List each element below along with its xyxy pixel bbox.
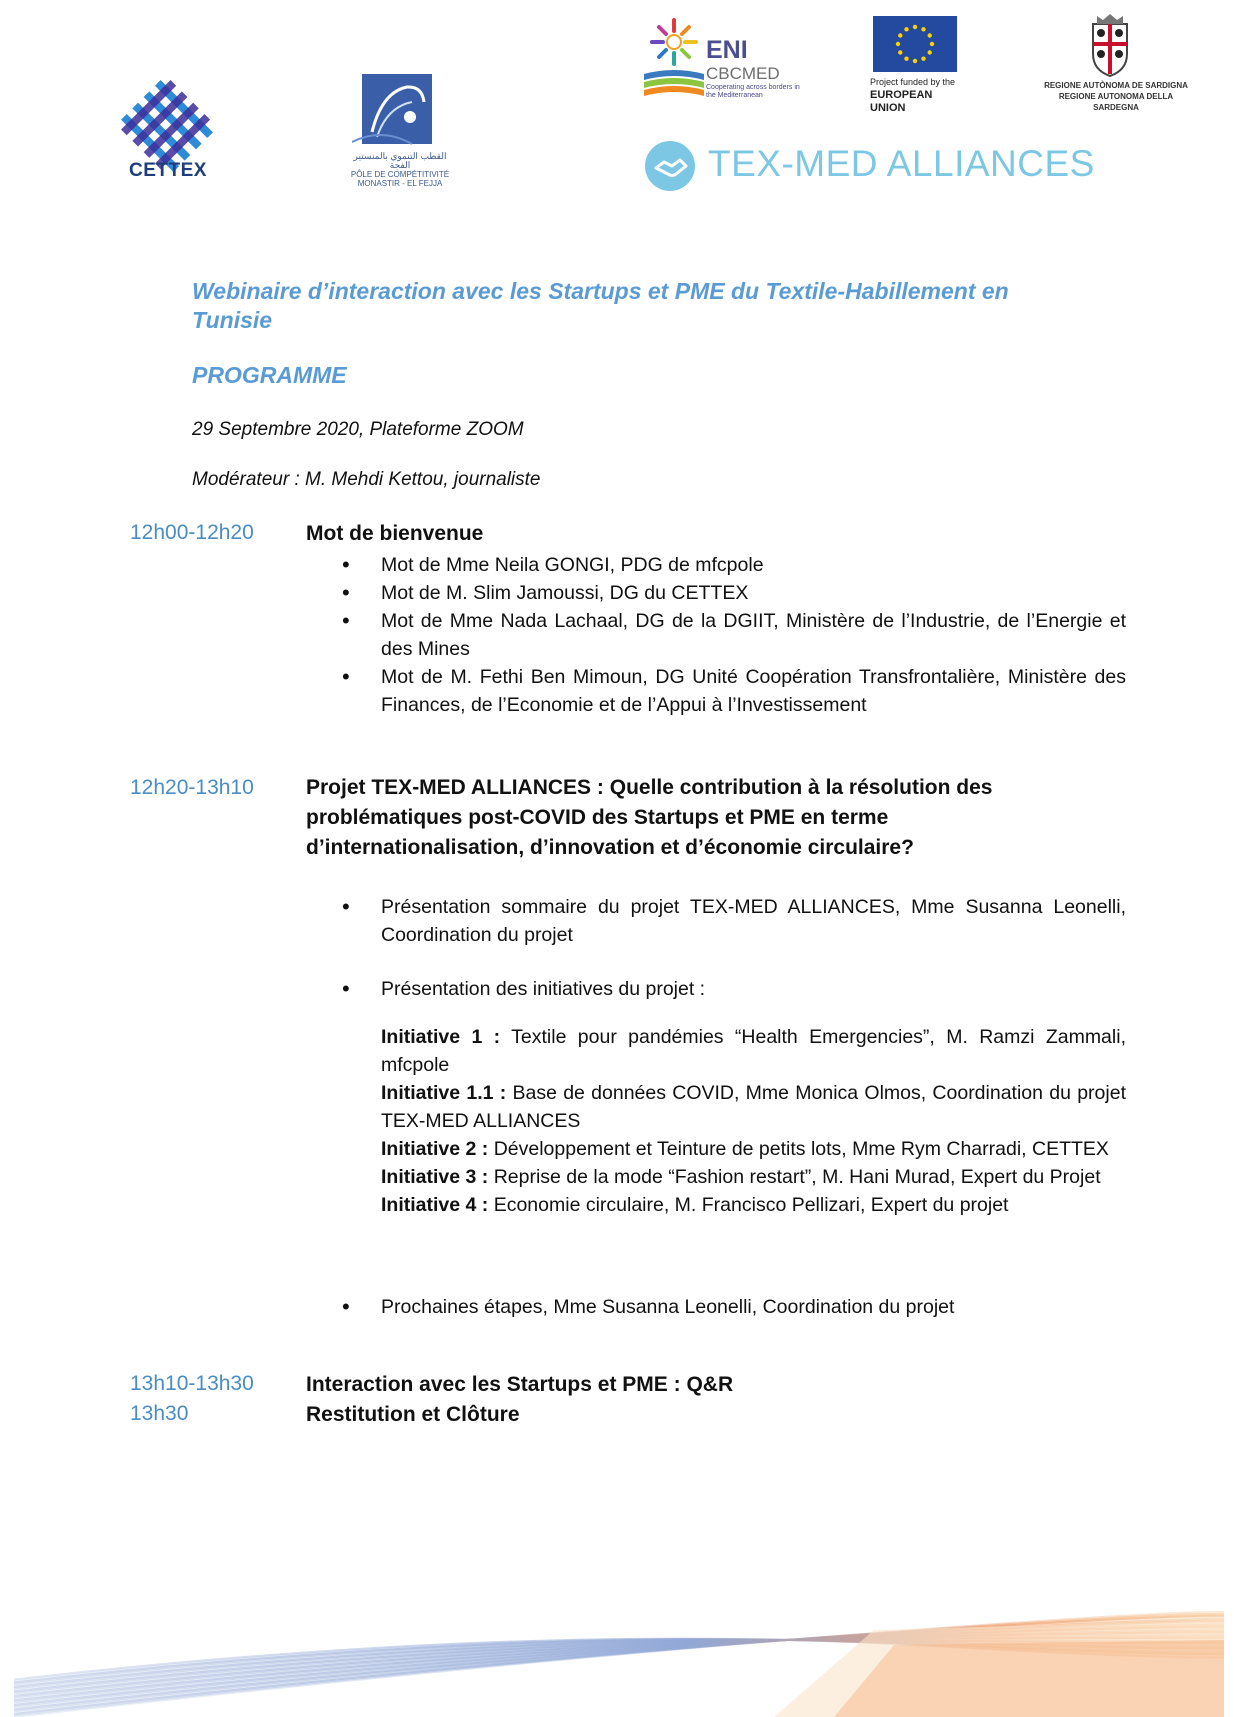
mfcpole-caption-fr: PÔLE DE COMPÉTITIVITÉ MONASTIR - EL FEJJA: [350, 170, 450, 188]
initiative-label: Initiative 4 :: [381, 1194, 489, 1216]
eu-star-icon: [898, 50, 902, 54]
initiative-item: [381, 1163, 1126, 1191]
initiative-label: Initiative 2 :: [381, 1138, 489, 1160]
programme-heading: PROGRAMME: [192, 362, 347, 388]
initiative-text: Textile pour pandémies “Health Emergencies”, M. Ramzi Zammali, mfcpole: [381, 1026, 1126, 1076]
initiative-text: Base de données COVID, Mme Monica Olmos, Coordination du projet TEX-MED ALLIANCES: [381, 1082, 1126, 1132]
eu-star-icon: [928, 33, 932, 37]
list-item: • Mot de Mme Nada Lachaal, DG de la DGIIT, Ministère de l’Industrie, de l’Energie et des Mines: [306, 607, 1126, 663]
session-4-heading: Restitution et Clôture: [306, 1403, 520, 1426]
session-2-heading: Projet TEX-MED ALLIANCES : Quelle contribution à la résolution des problématiques post-COVID des Startups et PME en terme d’internationalisation, d’innovation et d’économie circulaire?: [306, 776, 993, 859]
eu-funding-line2: EUROPEAN UNION: [870, 89, 933, 114]
sardinia-crest-icon: [1083, 14, 1137, 78]
mfcpole-caption-ar: القطب التنموي بالمنستير الفجة: [353, 151, 447, 170]
sardinia-line1: REGIONE AUTÒNOMA DE SARDIGNA: [1044, 81, 1188, 90]
session-2-time: 12h20-13h10: [130, 776, 254, 799]
session-2-item-1: [306, 893, 1126, 949]
eu-funding-line1: Project funded by the: [870, 77, 956, 87]
eu-star-icon: [904, 57, 908, 61]
initiative-item: [381, 1191, 1126, 1219]
eni-name: ENI: [706, 36, 748, 64]
initiative-label: Initiative 1.1 :: [381, 1082, 507, 1104]
session-1-time: 12h00-12h20: [130, 521, 254, 544]
cettex-name: CETTEX: [129, 160, 207, 181]
session-2-item-2: [306, 975, 1126, 1003]
eni-subtitle: CBCMED: [706, 64, 780, 83]
initiatives-list: [381, 1023, 1126, 1219]
list-item: • Présentation sommaire du projet TEX-MED ALLIANCES, Mme Susanna Leonelli, Coordination du projet: [306, 893, 1126, 949]
eu-star-icon: [921, 27, 925, 31]
eni-waves-icon: [644, 68, 704, 100]
eu-star-icon: [928, 50, 932, 54]
eu-star-icon: [913, 59, 917, 63]
initiative-item: [381, 1023, 1126, 1079]
session-3-time: 13h10-13h30: [130, 1372, 254, 1395]
eu-star-icon: [921, 57, 925, 61]
mfcpole-logo-icon: [352, 72, 442, 152]
initiative-item: [381, 1135, 1126, 1163]
eu-star-icon: [913, 25, 917, 29]
eu-star-icon: [930, 42, 934, 46]
mfcpole-caption: [350, 152, 450, 188]
list-item: • Mot de M. Fethi Ben Mimoun, DG Unité Coopération Transfrontalière, Ministère des Finances, de l’Economie et de l’Appui à l’Investissement: [306, 663, 1126, 719]
session-1-list: [306, 551, 1126, 719]
eu-funding-text: [870, 76, 970, 115]
session-2-item-3: [306, 1293, 1126, 1321]
initiative-label: Initiative 1 :: [381, 1026, 501, 1048]
list-item: • Prochaines étapes, Mme Susanna Leonelli, Coordination du projet: [306, 1293, 1126, 1321]
handshake-icon: [644, 140, 696, 192]
eu-star-icon: [898, 33, 902, 37]
list-item: • Présentation des initiatives du projet :: [306, 975, 1126, 1003]
moderator-line: Modérateur : M. Mehdi Kettou, journaliste: [192, 469, 541, 490]
sardinia-line2: REGIONE AUTONOMA DELLA SARDEGNA: [1058, 92, 1174, 112]
page-title: Webinaire d’interaction avec les Startups et PME du Textile-Habillement en Tunisie: [192, 278, 1009, 333]
eu-star-icon: [904, 27, 908, 31]
session-1-heading: Mot de bienvenue: [306, 522, 484, 545]
initiative-text: Reprise de la mode “Fashion restart”, M. Hani Murad, Expert du Projet: [488, 1166, 1101, 1188]
initiative-label: Initiative 3 :: [381, 1166, 489, 1188]
initiative-text: Economie circulaire, M. Francisco Pellizari, Expert du projet: [488, 1194, 1009, 1216]
eu-star-icon: [896, 42, 900, 46]
texmed-alliances-logo: TEX-MED ALLIANCES: [708, 143, 1095, 184]
eni-tagline: Cooperating across borders in the Mediterranean: [706, 84, 800, 99]
list-item: • Mot de M. Slim Jamoussi, DG du CETTEX: [306, 579, 1126, 607]
list-item: • Mot de Mme Neila GONGI, PDG de mfcpole: [306, 551, 1126, 579]
eu-flag-icon: [873, 16, 957, 72]
eni-sun-icon: [648, 16, 700, 68]
session-4-time: 13h30: [130, 1402, 189, 1425]
initiative-text: Développement et Teinture de petits lots, Mme Rym Charradi, CETTEX: [488, 1138, 1109, 1160]
initiative-item: [381, 1079, 1126, 1135]
date-line: 29 Septembre 2020, Plateforme ZOOM: [192, 419, 524, 440]
footer-decoration: [14, 1600, 1224, 1717]
session-3-heading: Interaction avec les Startups et PME : Q&R: [306, 1373, 734, 1396]
sardinia-text: [1036, 80, 1196, 113]
